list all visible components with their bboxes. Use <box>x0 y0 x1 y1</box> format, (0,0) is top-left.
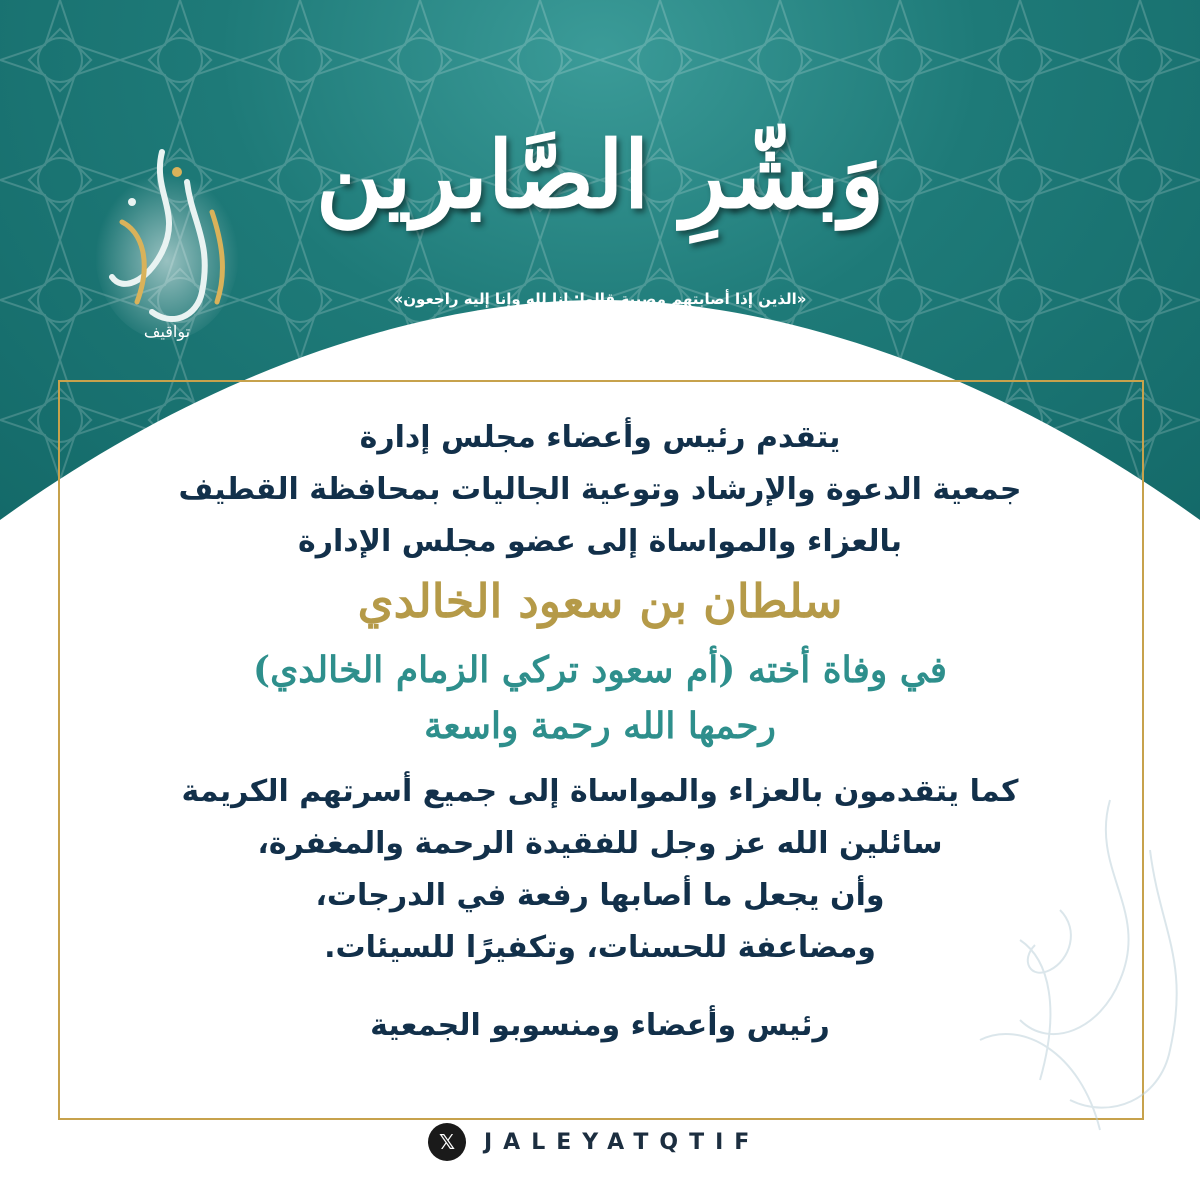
logo-text: تواقيف <box>143 322 191 341</box>
quran-verse-subtitle: «الذين إذا أصابتهم مصيبة قالوا: إنا لله وإنا إليه راجعون» <box>393 290 807 308</box>
relation-paragraph <box>100 642 1100 754</box>
handle-text[interactable]: JALEYATQTIF <box>484 1129 761 1155</box>
prayer-line: كما يتقدمون بالعزاء والمواساة إلى جميع أسرتهم الكريمة <box>181 774 1019 809</box>
intro-line: بالعزاء والمواساة إلى عضو مجلس الإدارة <box>298 524 902 559</box>
prayer-line: سائلين الله عز وجل للفقيدة الرحمة والمغفرة، <box>257 826 943 861</box>
prayer-paragraph <box>100 766 1100 974</box>
prayer-line: وأن يجعل ما أصابها رفعة في الدرجات، <box>315 878 885 913</box>
honoree-name: سلطان بن سعود الخالدي <box>357 574 843 628</box>
page-title: وَبشّرِ الصَّابرين <box>315 121 885 229</box>
intro-line: يتقدم رئيس وأعضاء مجلس إدارة <box>359 420 841 455</box>
signature: رئيس وأعضاء ومنسوبو الجمعية <box>370 1008 830 1043</box>
relation-line: في وفاة أخته (أم سعود تركي الزمام الخالدي) <box>253 649 947 691</box>
social-handle[interactable] <box>428 1120 760 1164</box>
intro-paragraph <box>100 412 1100 568</box>
arabic-calligraphy-logo <box>92 142 242 342</box>
prayer-line: ومضاعفة للحسنات، وتكفيرًا للسيئات. <box>324 930 876 965</box>
relation-line: رحمها الله رحمة واسعة <box>424 705 776 747</box>
intro-line: جمعية الدعوة والإرشاد وتوعية الجاليات بمحافظة القطيف <box>178 472 1022 507</box>
x-logo-icon[interactable]: 𝕏 <box>428 1123 466 1161</box>
